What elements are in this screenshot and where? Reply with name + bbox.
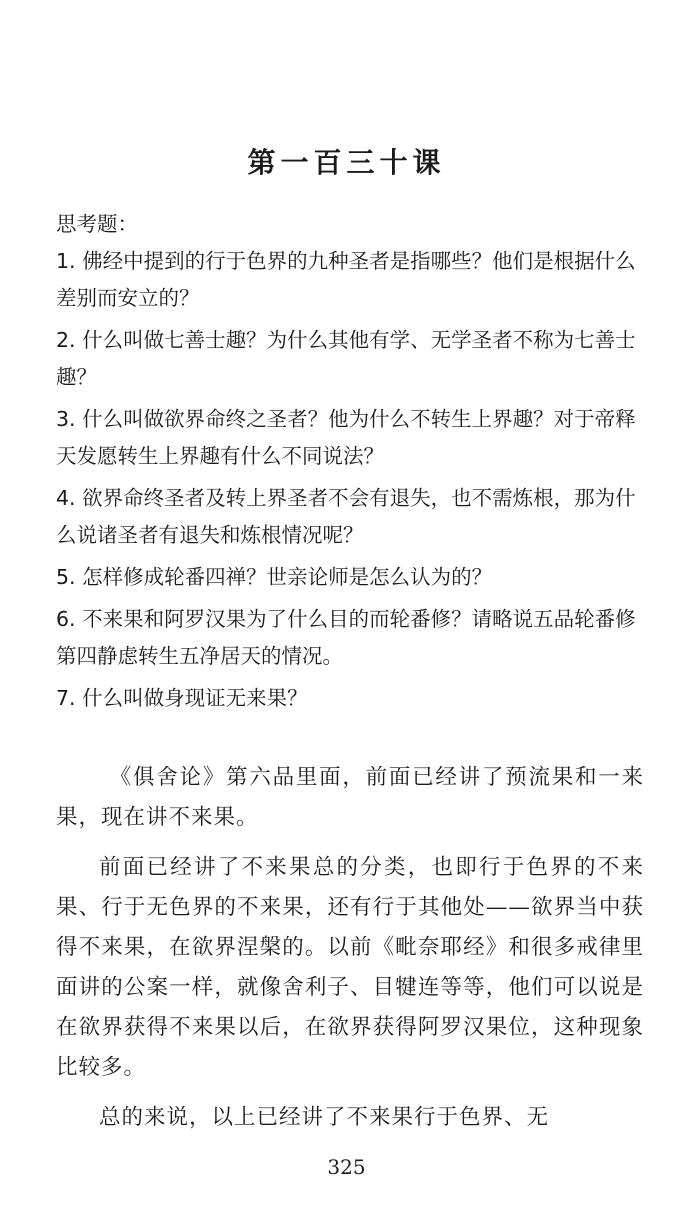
question-5: 5. 怎样修成轮番四禅？世亲论师是怎么认为的？ — [56, 565, 493, 589]
question-3: 3. 什么叫做欲界命终之圣者？他为什么不转生上界趣？对于帝释天发愿转生上界趣有什么不同说法？ — [56, 407, 636, 468]
body-text — [56, 758, 644, 1148]
questions-header: 思考题： — [56, 212, 138, 236]
body-paragraph-3: 总的来说，以上已经讲了不来果行于色界、无 — [99, 1105, 550, 1130]
question-6: 6. 不来果和阿罗汉果为了什么目的而轮番修？请略说五品轮番修第四静虑转生五净居天的情况。 — [56, 607, 636, 668]
study-questions — [56, 206, 646, 722]
lesson-title: 第一百三十课 — [247, 146, 446, 179]
question-7: 7. 什么叫做身现证无来果？ — [56, 686, 308, 710]
body-paragraph-2: 前面已经讲了不来果总的分类，也即行于色界的不来果、行于无色界的不来果，还有行于其他处——欲界当中获得不来果，在欲界涅槃的。以前《毗奈耶经》和很多戒律里面讲的公案一样，就像舍利子、目犍连等等，他们可以说是在欲界获得不来果以后，在欲界获得阿罗汉果位，这种现象比较多。 — [56, 855, 644, 1080]
question-2: 2. 什么叫做七善士趣？为什么其他有学、无学圣者不称为七善士趣？ — [56, 328, 636, 389]
body-paragraph-1: 《俱舍论》第六品里面，前面已经讲了预流果和一来果，现在讲不来果。 — [56, 765, 644, 830]
page-number: 325 — [327, 1155, 366, 1179]
question-1: 1. 佛经中提到的行于色界的九种圣者是指哪些？他们是根据什么差别而安立的？ — [56, 249, 636, 310]
question-4: 4. 欲界命终圣者及转上界圣者不会有退失，也不需炼根，那为什么说诸圣者有退失和炼根情况呢？ — [56, 486, 636, 547]
